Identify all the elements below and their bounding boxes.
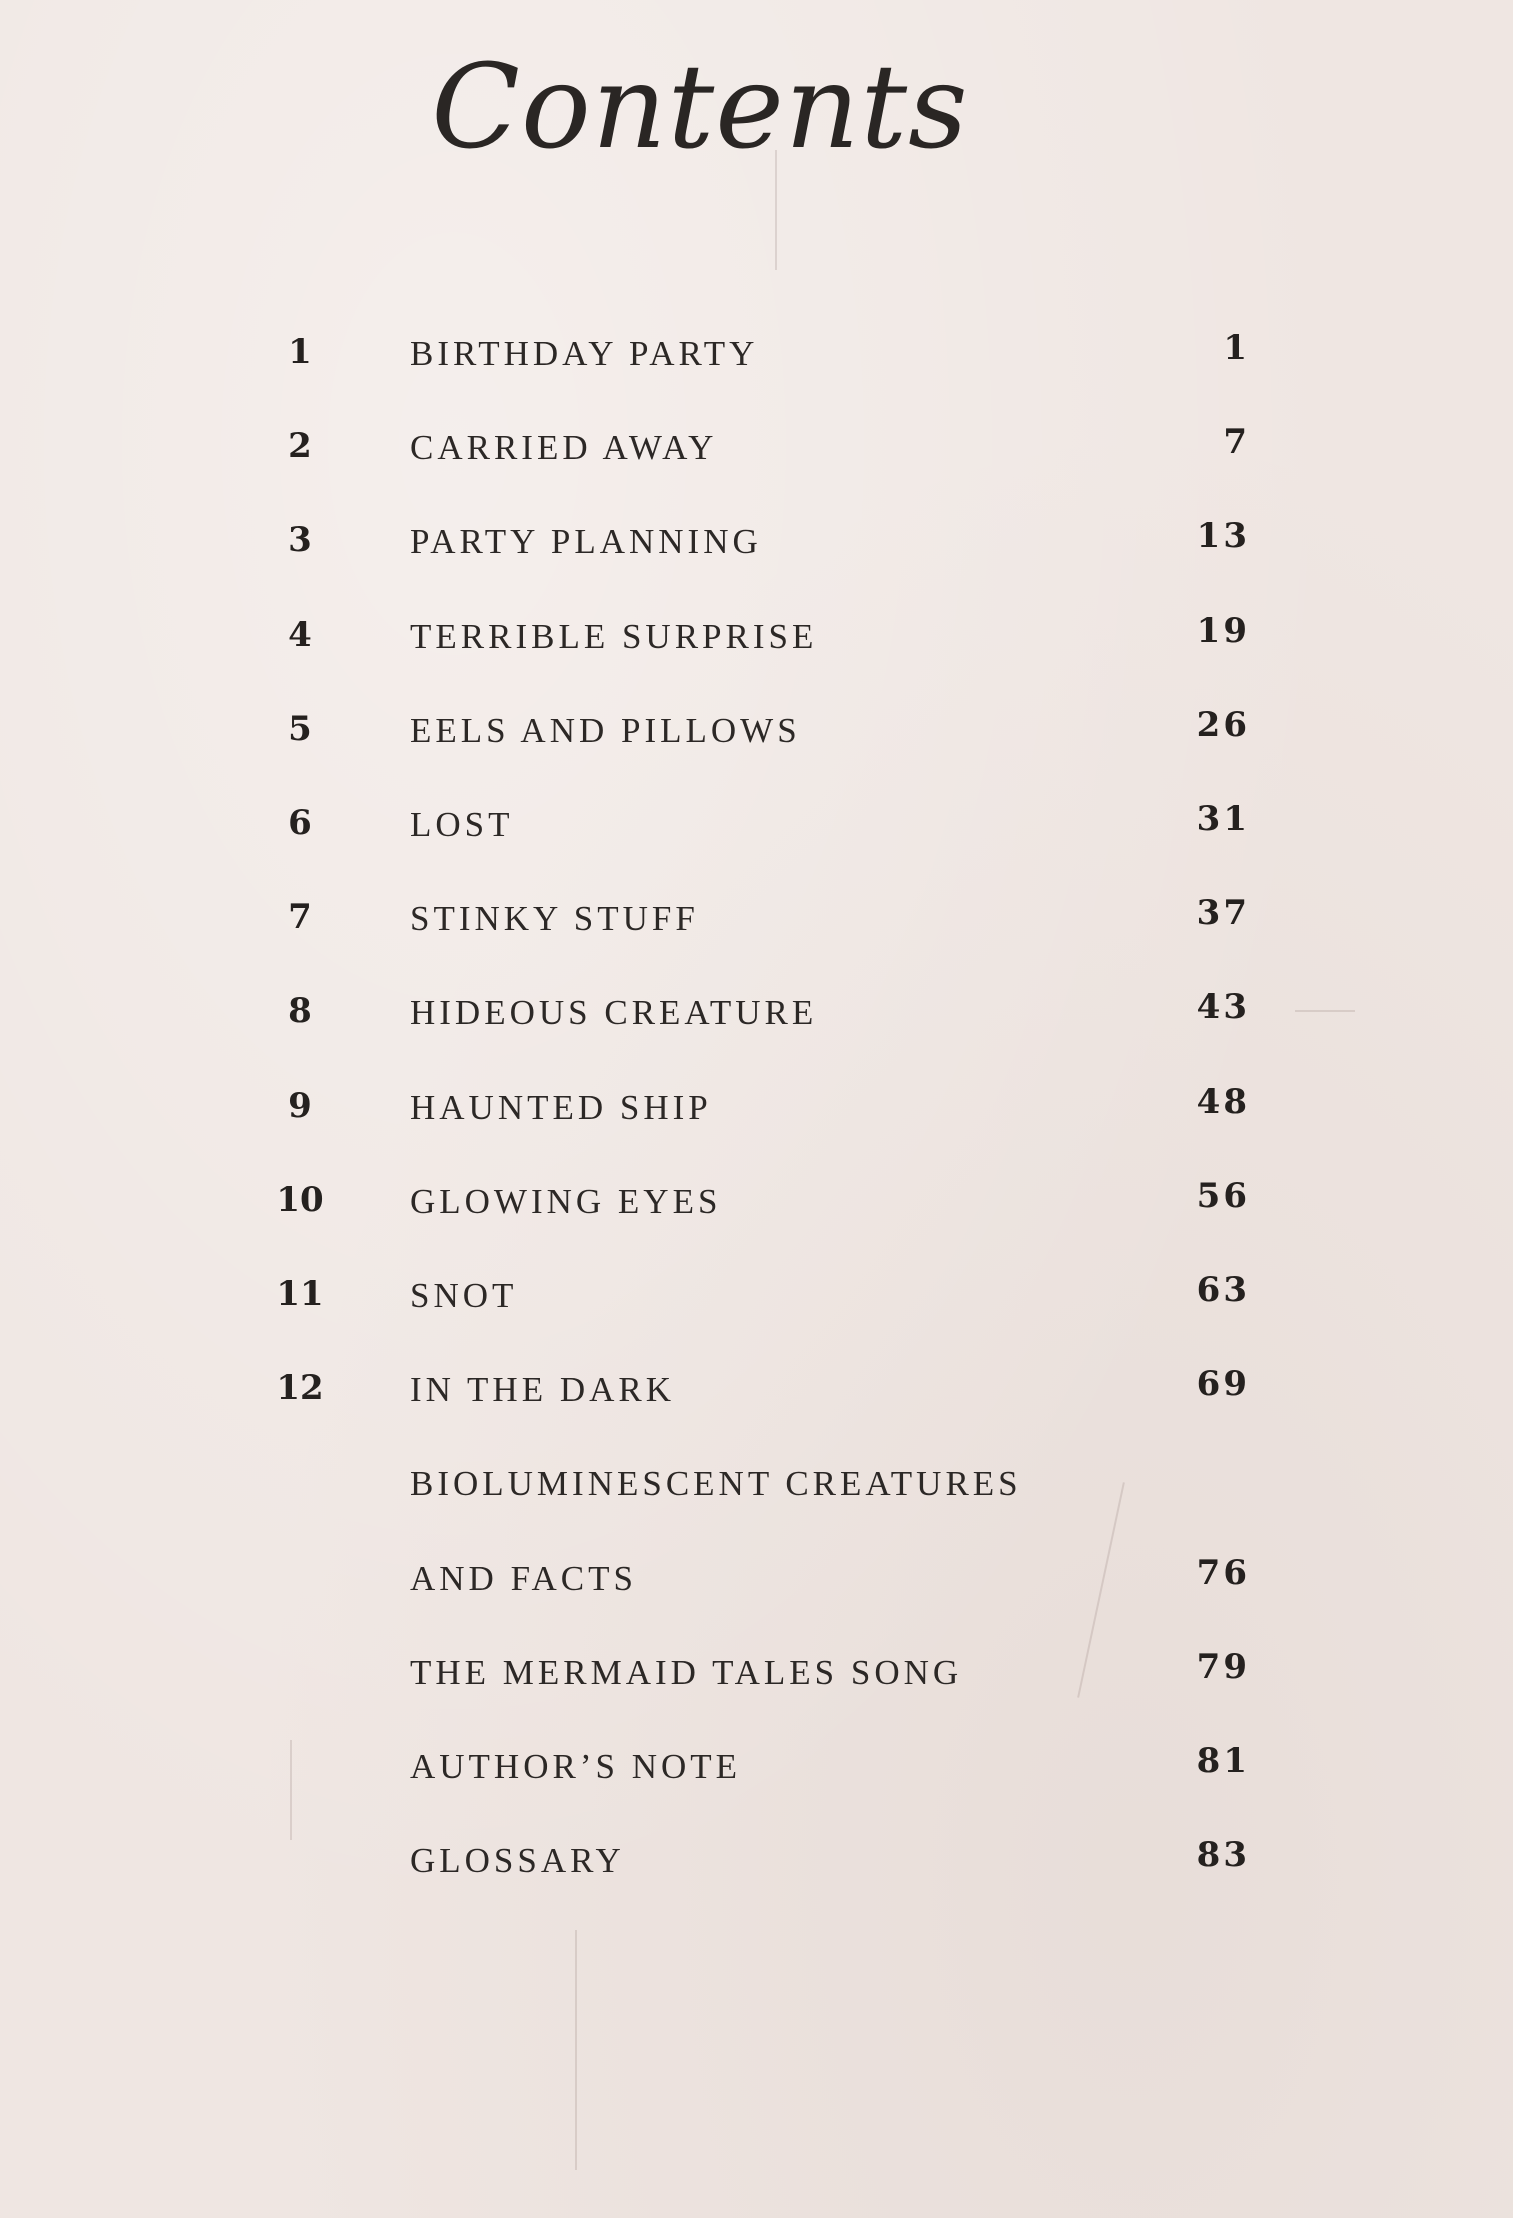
- page-number: 63: [1196, 1270, 1250, 1310]
- chapter-number: 4: [288, 615, 312, 655]
- toc-entry: [0, 1078, 1513, 1138]
- chapter-title: BIRTHDAY PARTY: [410, 334, 759, 373]
- chapter-title: IN THE DARK: [410, 1370, 676, 1409]
- page-number: 19: [1196, 611, 1250, 651]
- page-number: 83: [1196, 1835, 1250, 1875]
- page-number: 37: [1196, 893, 1250, 933]
- page-number: 56: [1196, 1176, 1250, 1216]
- page-number: 43: [1196, 987, 1250, 1027]
- chapter-title: EELS AND PILLOWS: [410, 711, 801, 750]
- toc-entry: [0, 889, 1513, 949]
- chapter-title: BIOLUMINESCENT CREATURES: [410, 1464, 1022, 1503]
- chapter-title: GLOWING EYES: [410, 1182, 722, 1221]
- chapter-title: SNOT: [410, 1276, 518, 1315]
- toc-entry: [0, 1266, 1513, 1326]
- page-number: 26: [1196, 705, 1250, 745]
- page-number: 69: [1196, 1364, 1250, 1404]
- chapter-title: TERRIBLE SURPRISE: [410, 617, 818, 656]
- toc-entry: [0, 607, 1513, 667]
- page-number: 76: [1196, 1553, 1250, 1593]
- toc-entry: [0, 324, 1513, 384]
- toc-entry: [0, 1737, 1513, 1797]
- page-number: 31: [1196, 799, 1250, 839]
- page-title: Contents: [431, 40, 969, 175]
- chapter-title: GLOSSARY: [410, 1841, 625, 1880]
- paper-scratch: [575, 1930, 577, 2170]
- toc-entry: [0, 418, 1513, 478]
- page-number: 7: [1223, 422, 1250, 462]
- chapter-number: 11: [276, 1274, 324, 1314]
- toc-entry: [0, 1549, 1513, 1609]
- toc-entry: [0, 1643, 1513, 1703]
- page-number: 79: [1196, 1647, 1250, 1687]
- chapter-number: 2: [288, 426, 312, 466]
- toc-entry: [0, 701, 1513, 761]
- chapter-number: 1: [288, 332, 312, 372]
- chapter-title: CARRIED AWAY: [410, 428, 718, 467]
- chapter-title: THE MERMAID TALES SONG: [410, 1653, 963, 1692]
- chapter-title: AND FACTS: [410, 1559, 637, 1598]
- toc-entry: [0, 983, 1513, 1043]
- page-number: 81: [1196, 1741, 1250, 1781]
- chapter-title: LOST: [410, 805, 514, 844]
- toc-entry: [0, 1172, 1513, 1232]
- chapter-number: 6: [288, 803, 312, 843]
- toc-entry: [0, 795, 1513, 855]
- page-number: 48: [1196, 1082, 1250, 1122]
- chapter-number: 10: [276, 1180, 324, 1220]
- page-number: 13: [1196, 516, 1250, 556]
- chapter-title: HIDEOUS CREATURE: [410, 993, 818, 1032]
- chapter-number: 3: [288, 520, 312, 560]
- chapter-number: 9: [288, 1086, 312, 1126]
- chapter-title: PARTY PLANNING: [410, 522, 762, 561]
- chapter-number: 8: [288, 991, 312, 1031]
- chapter-number: 7: [288, 897, 312, 937]
- chapter-title: HAUNTED SHIP: [410, 1088, 712, 1127]
- toc-entry: [0, 1831, 1513, 1891]
- chapter-title: STINKY STUFF: [410, 899, 699, 938]
- chapter-number: 12: [276, 1368, 324, 1408]
- toc-entry: [0, 512, 1513, 572]
- toc-entry: [0, 1454, 1513, 1514]
- chapter-number: 5: [288, 709, 312, 749]
- chapter-title: AUTHOR’S NOTE: [410, 1747, 742, 1786]
- toc-entry: [0, 1360, 1513, 1420]
- page-number: 1: [1223, 328, 1250, 368]
